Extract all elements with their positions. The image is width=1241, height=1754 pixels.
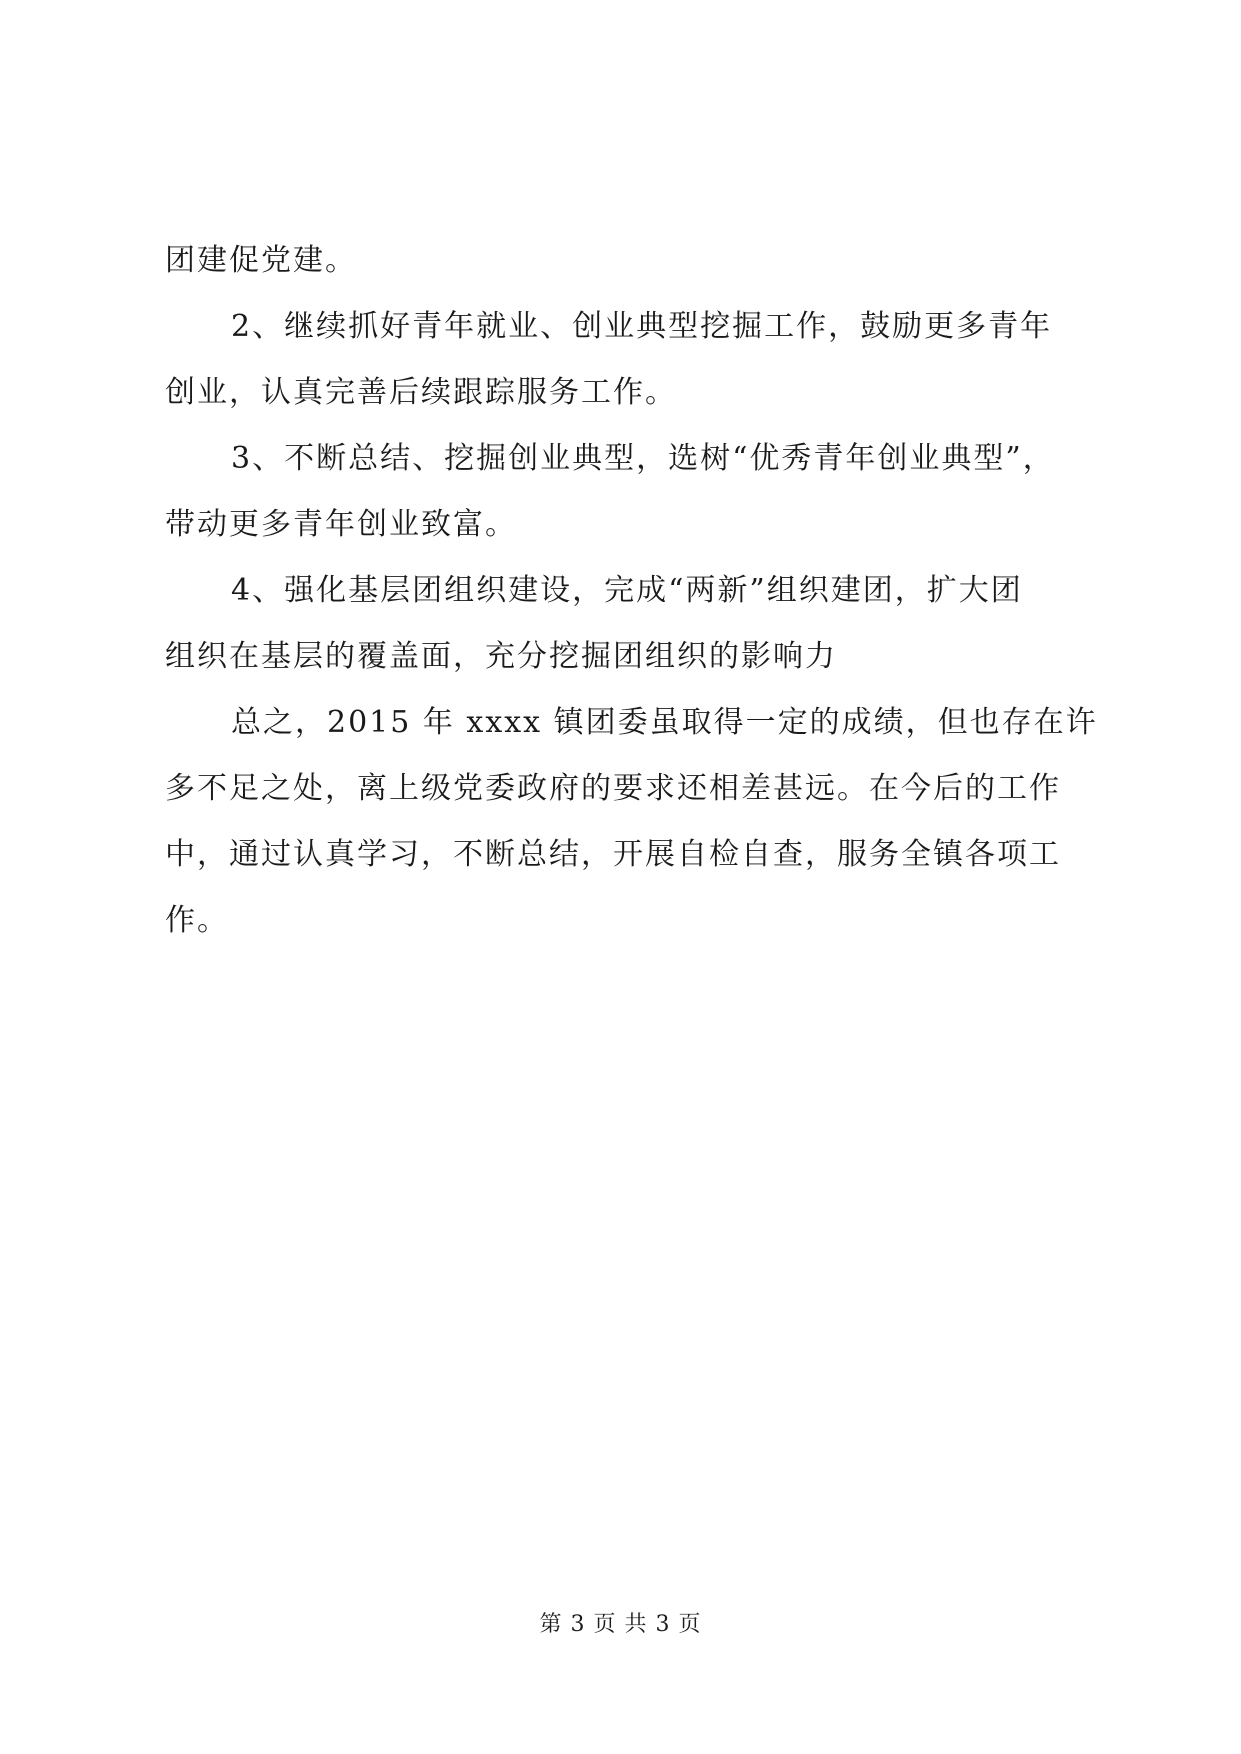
text-line-6: 4、强化基层团组织建设，完成“两新”组织建团，扩大团	[231, 573, 1023, 608]
text-line-3: 创业，认真完善后续跟踪服务工作。	[165, 375, 677, 410]
text-line-10: 中，通过认真学习，不断总结，开展自检自查，服务全镇各项工	[165, 837, 1061, 872]
text-line-9: 多不足之处，离上级党委政府的要求还相差甚远。在今后的工作	[165, 771, 1061, 806]
text-line-7: 组织在基层的覆盖面，充分挖掘团组织的影响力	[165, 639, 837, 674]
text-line-4: 3、不断总结、挖掘创业典型，选树“优秀青年创业典型”，	[231, 441, 1055, 476]
text-line-11: 作。	[165, 903, 229, 938]
text-line-2: 2、继续抓好青年就业、创业典型挖掘工作，鼓励更多青年	[231, 309, 1053, 344]
text-line-5: 带动更多青年创业致富。	[165, 507, 517, 542]
text-line-1: 团建促党建。	[165, 243, 357, 278]
page-number-footer: 第 3 页 共 3 页	[539, 1612, 702, 1637]
document-body	[165, 228, 1098, 954]
text-line-8: 总之，2015 年 xxxx 镇团委虽取得一定的成绩，但也存在许	[231, 705, 1098, 740]
